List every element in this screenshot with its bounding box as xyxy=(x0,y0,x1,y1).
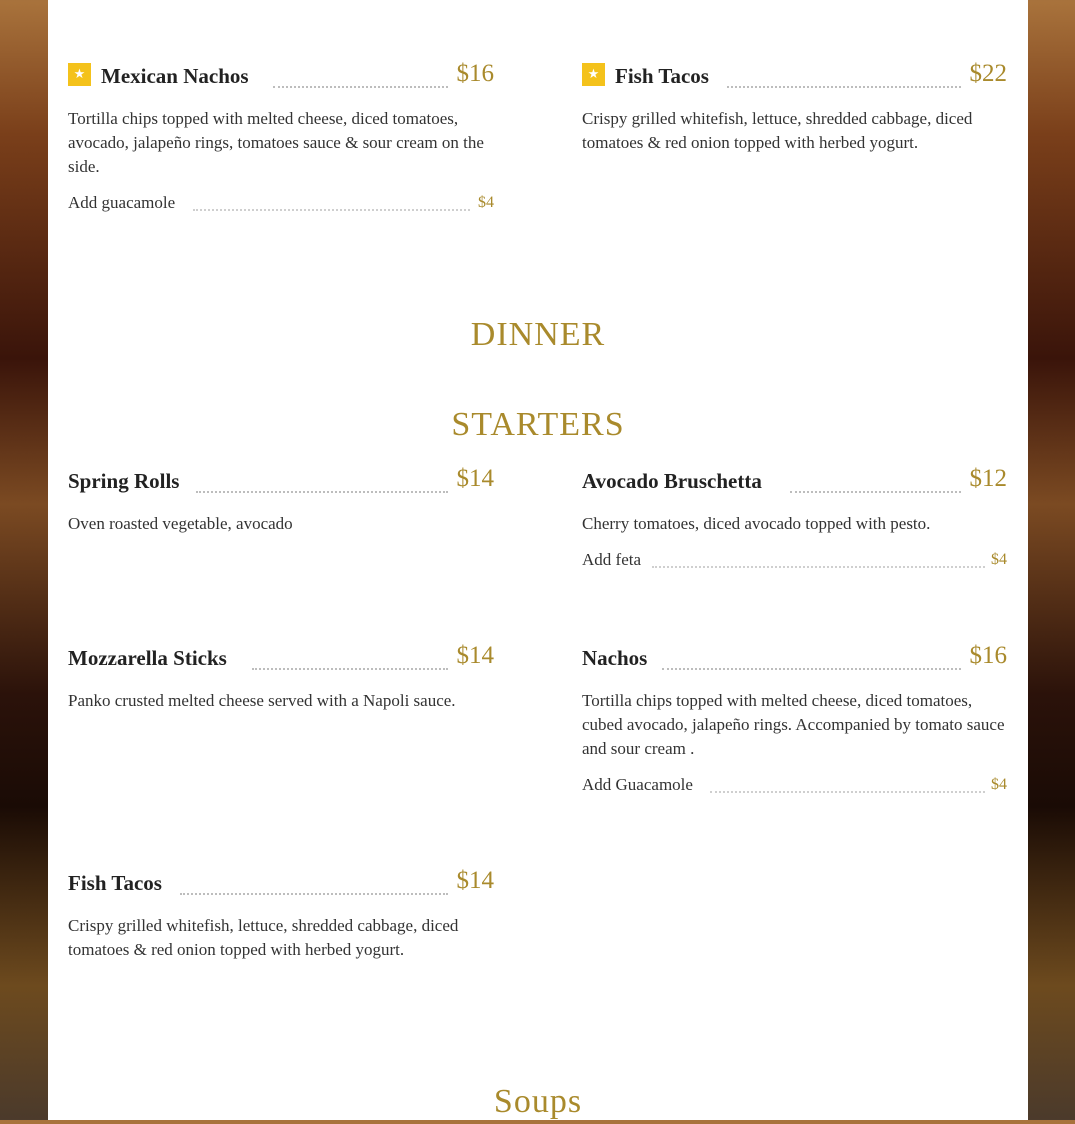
item-name: Fish Tacos xyxy=(615,56,715,96)
section-heading-soups: Soups xyxy=(493,1083,583,1120)
item-price: $14 xyxy=(451,638,495,674)
leader-dots xyxy=(727,86,961,88)
item-title-row xyxy=(582,638,1007,678)
leader-dots xyxy=(193,209,470,211)
leader-dots xyxy=(662,668,961,670)
item-price: $22 xyxy=(964,56,1008,92)
item-price: $14 xyxy=(451,461,495,497)
leader-dots xyxy=(790,491,961,493)
item-title-row xyxy=(68,56,494,96)
menu-item-mozzarella-sticks xyxy=(68,638,494,748)
item-description: Tortilla chips topped with melted cheese, diced tomatoes, cubed avocado, jalapeño rings. Accompanied by tomato sauce and sour cream . xyxy=(582,691,1005,758)
addon-row xyxy=(582,774,1007,796)
leader-dots xyxy=(196,491,448,493)
leader-dots xyxy=(180,893,448,895)
item-price: $14 xyxy=(451,863,495,899)
leader-dots xyxy=(710,791,985,793)
addon-price: $4 xyxy=(987,774,1007,796)
menu-page xyxy=(48,0,1028,1120)
addon-price: $4 xyxy=(474,192,494,214)
item-title-row xyxy=(68,638,494,678)
addon-row xyxy=(582,549,1007,571)
item-name: Nachos xyxy=(582,638,653,678)
addon-label: Add guacamole xyxy=(68,192,181,214)
section-heading-starters: STARTERS xyxy=(451,406,625,443)
leader-dots xyxy=(652,566,985,568)
section-heading-dinner: DINNER xyxy=(470,316,606,353)
menu-item-avocado-bruschetta xyxy=(582,461,1007,581)
star-icon: ★ xyxy=(68,63,91,86)
item-title-row xyxy=(68,461,494,501)
addon-label: Add feta xyxy=(582,549,647,571)
item-name: Fish Tacos xyxy=(68,863,168,903)
menu-item-spring-rolls xyxy=(68,461,494,561)
menu-item-nachos xyxy=(582,638,1007,808)
item-name: Mozzarella Sticks xyxy=(68,638,233,678)
addon-label: Add Guacamole xyxy=(582,774,699,796)
item-title-row xyxy=(582,461,1007,501)
item-price: $16 xyxy=(964,638,1008,674)
item-description: Oven roasted vegetable, avocado xyxy=(68,514,293,533)
item-name: Avocado Bruschetta xyxy=(582,461,768,501)
item-title-row xyxy=(582,56,1007,96)
menu-item-fish-tacos xyxy=(68,863,494,993)
item-name: Spring Rolls xyxy=(68,461,185,501)
leader-dots xyxy=(273,86,448,88)
menu-item-fish-tacos-special xyxy=(582,56,1007,186)
item-description: Cherry tomatoes, diced avocado topped with pesto. xyxy=(582,514,931,533)
item-description: Crispy grilled whitefish, lettuce, shredded cabbage, diced tomatoes & red onion topped with herbed yogurt. xyxy=(68,916,459,959)
item-title-row xyxy=(68,863,494,903)
item-description: Crispy grilled whitefish, lettuce, shredded cabbage, diced tomatoes & red onion topped with herbed yogurt. xyxy=(582,109,973,152)
star-icon: ★ xyxy=(582,63,605,86)
item-price: $16 xyxy=(451,56,495,92)
menu-item-mexican-nachos xyxy=(68,56,494,226)
item-description: Tortilla chips topped with melted cheese, diced tomatoes, avocado, jalapeño rings, tomatoes sauce & sour cream on the side. xyxy=(68,109,484,176)
item-name: Mexican Nachos xyxy=(101,56,255,96)
leader-dots xyxy=(252,668,448,670)
item-price: $12 xyxy=(964,461,1008,497)
addon-row xyxy=(68,192,494,214)
addon-price: $4 xyxy=(987,549,1007,571)
item-description: Panko crusted melted cheese served with a Napoli sauce. xyxy=(68,691,456,710)
